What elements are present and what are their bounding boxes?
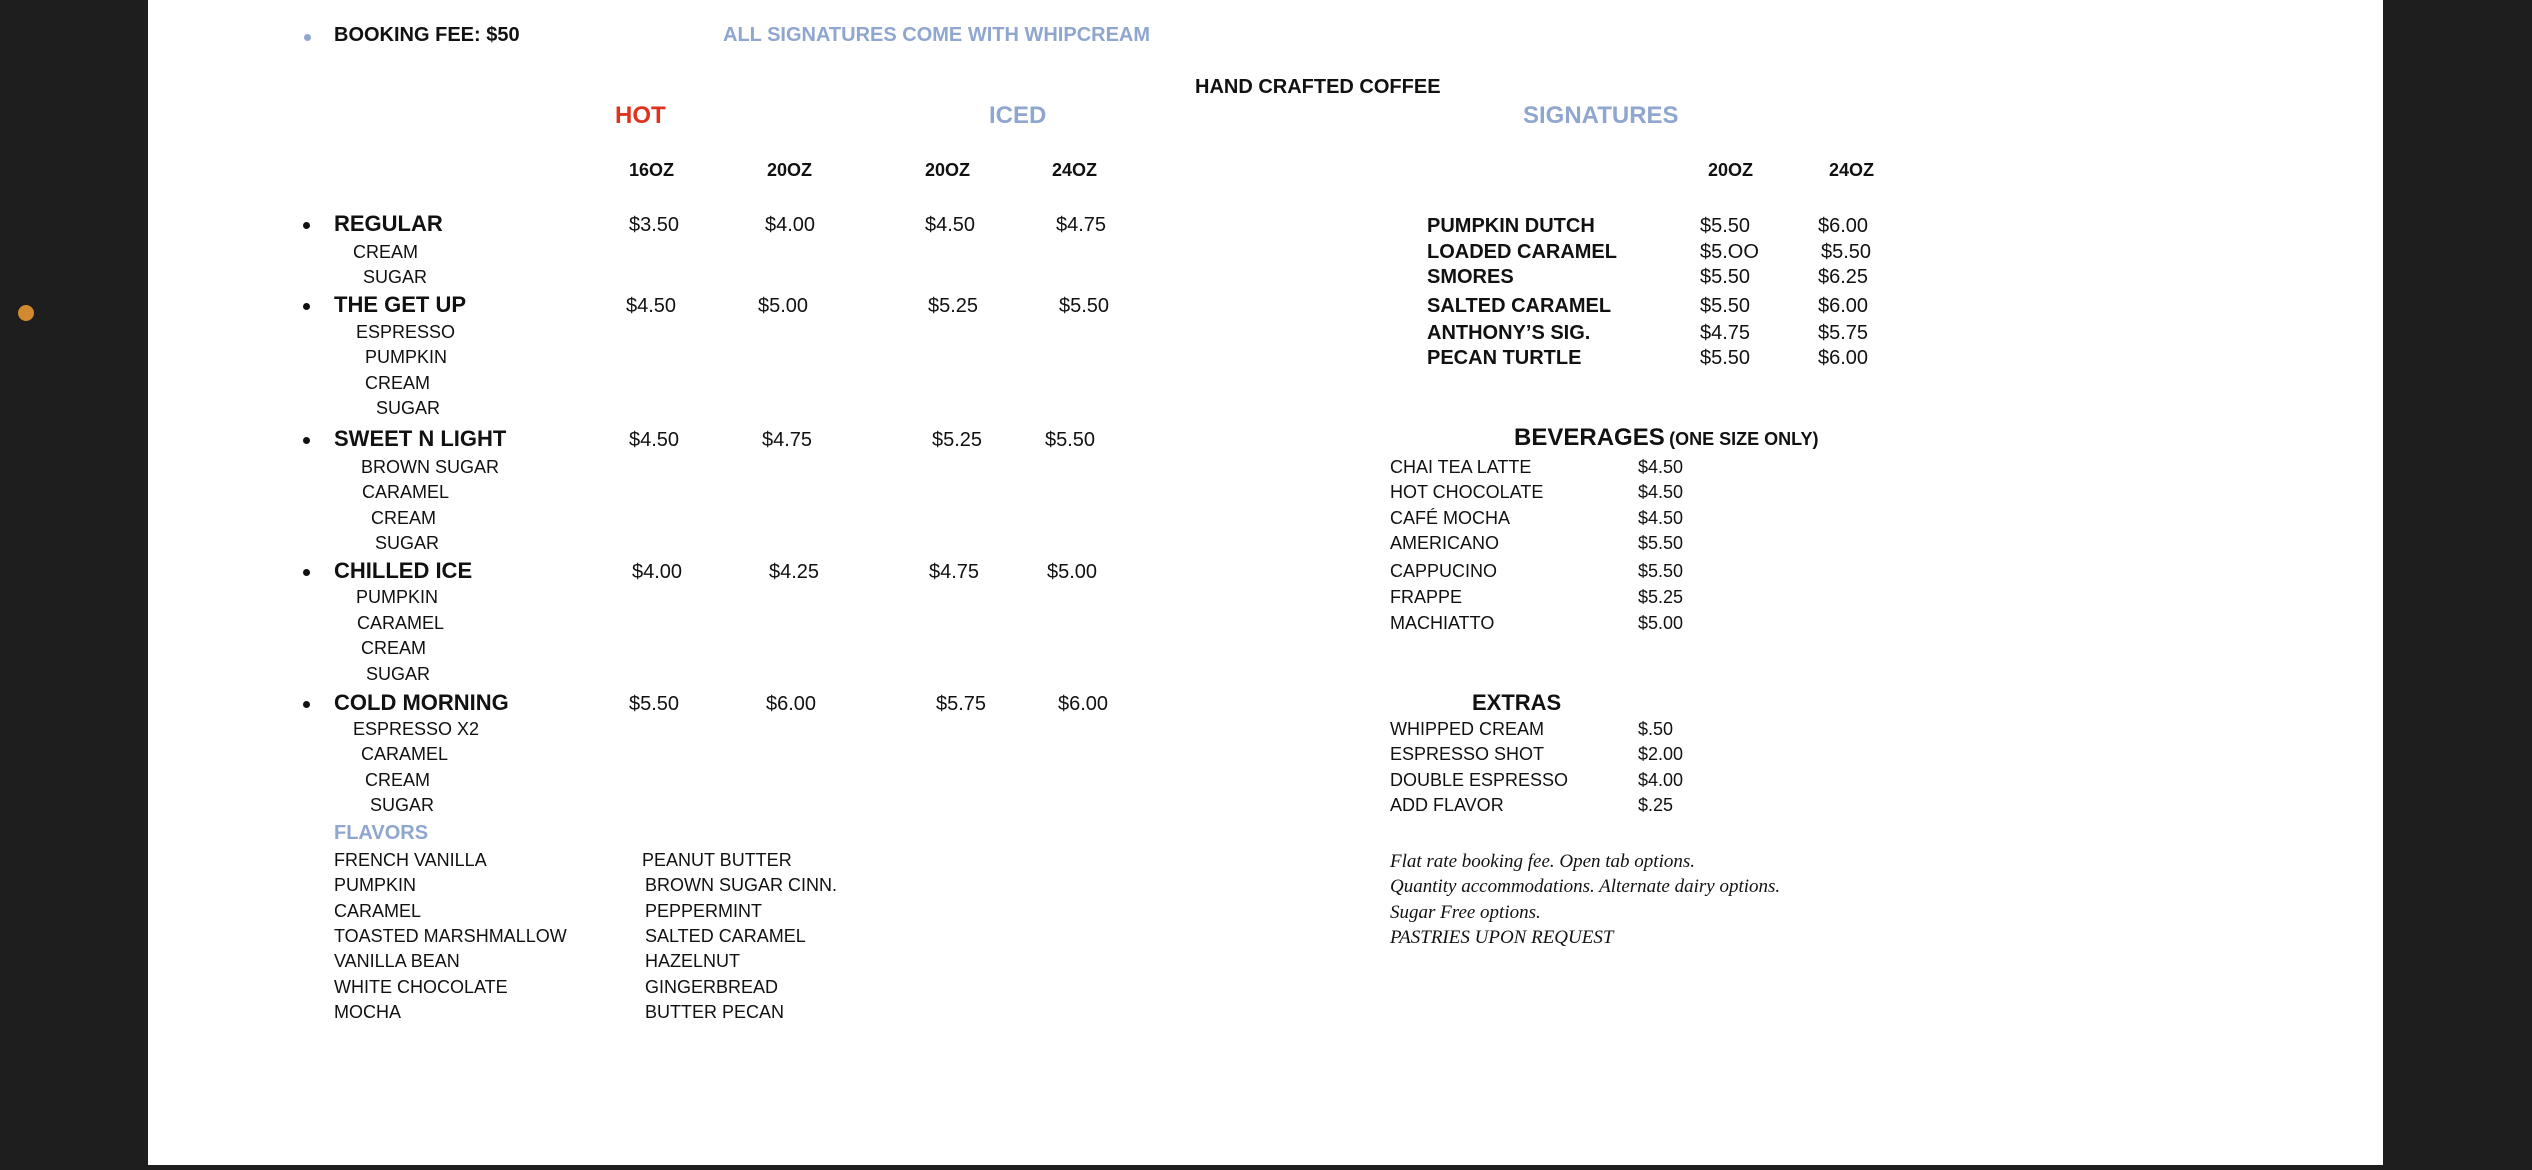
coffee-name: SWEET N LIGHT — [334, 426, 507, 451]
list-bullet — [303, 303, 310, 310]
size-label: 20OZ — [925, 160, 971, 180]
coffee-price: $5.25 — [932, 429, 983, 451]
flavor-item: MOCHA — [334, 1002, 401, 1022]
ingredient: SUGAR — [370, 795, 435, 815]
coffee-price: $5.25 — [928, 295, 979, 317]
coffee-price: $5.00 — [758, 295, 809, 317]
beverage-price: $5.50 — [1638, 533, 1684, 553]
ingredient: SUGAR — [366, 664, 431, 684]
beverages-heading — [1514, 424, 1819, 452]
ingredient: PUMPKIN — [365, 347, 448, 367]
signature-price: $6.25 — [1818, 266, 1869, 288]
signatures-heading: SIGNATURES — [1523, 102, 1679, 129]
extra-name: WHIPPED CREAM — [1390, 719, 1545, 739]
beverages-title: BEVERAGES — [1514, 424, 1665, 451]
note-line: Quantity accommodations. Alternate dairy options. — [1390, 876, 1781, 897]
extra-name: DOUBLE ESPRESSO — [1390, 770, 1569, 790]
beverage-name: FRAPPE — [1390, 587, 1463, 607]
size-label: 16OZ — [629, 160, 675, 180]
coffee-price: $3.50 — [629, 214, 680, 236]
signature-price: $5.OO — [1700, 241, 1759, 263]
size-label: 24OZ — [1829, 160, 1875, 180]
extra-price: $2.00 — [1638, 744, 1684, 764]
flavor-item: PUMPKIN — [334, 875, 417, 895]
ingredient: CREAM — [353, 242, 419, 262]
coffee-price: $4.75 — [929, 561, 980, 583]
size-label: 24OZ — [1052, 160, 1098, 180]
coffee-price: $6.00 — [1058, 693, 1109, 715]
signature-price: $5.50 — [1821, 241, 1872, 263]
signature-price: $6.00 — [1818, 215, 1869, 237]
beverage-name: CHAI TEA LATTE — [1390, 457, 1532, 477]
coffee-price: $5.50 — [1059, 295, 1110, 317]
coffee-price: $4.00 — [632, 561, 683, 583]
ingredient: SUGAR — [376, 398, 441, 418]
ingredient: CARAMEL — [357, 613, 445, 633]
signature-name: PECAN TURTLE — [1427, 347, 1582, 369]
ingredient: ESPRESSO X2 — [353, 719, 480, 739]
flavor-item: PEPPERMINT — [645, 901, 763, 921]
signature-name: SMORES — [1427, 266, 1514, 288]
signature-price: $4.75 — [1700, 322, 1751, 344]
signature-price: $5.75 — [1818, 322, 1869, 344]
beverage-price: $5.25 — [1638, 587, 1684, 607]
ingredient: SUGAR — [375, 533, 440, 553]
ingredient: BROWN SUGAR — [361, 457, 500, 477]
extra-price: $4.00 — [1638, 770, 1684, 790]
ingredient: CARAMEL — [362, 482, 450, 502]
list-bullet — [303, 701, 310, 708]
beverage-price: $5.00 — [1638, 613, 1684, 633]
size-label: 20OZ — [1708, 160, 1754, 180]
coffee-price: $5.50 — [1045, 429, 1096, 451]
section-title: HAND CRAFTED COFFEE — [1195, 76, 1441, 98]
flavor-item: CARAMEL — [334, 901, 422, 921]
flavors-heading: FLAVORS — [334, 822, 429, 844]
booking-fee: BOOKING FEE: $50 — [334, 24, 520, 46]
extra-price: $.50 — [1638, 719, 1674, 739]
beverage-price: $4.50 — [1638, 457, 1684, 477]
signature-price: $5.50 — [1700, 347, 1751, 369]
signature-price: $5.50 — [1700, 266, 1751, 288]
signature-price: $6.00 — [1818, 295, 1869, 317]
booking-bullet — [304, 34, 311, 41]
coffee-price: $4.75 — [762, 429, 813, 451]
beverage-name: AMERICANO — [1390, 533, 1500, 553]
beverage-price: $4.50 — [1638, 482, 1684, 502]
coffee-name: COLD MORNING — [334, 690, 509, 715]
ingredient: PUMPKIN — [356, 587, 439, 607]
flavor-item: TOASTED MARSHMALLOW — [334, 926, 567, 946]
extra-price: $.25 — [1638, 795, 1674, 815]
coffee-price: $4.50 — [925, 214, 976, 236]
beverage-name: MACHIATTO — [1390, 613, 1495, 633]
list-bullet — [303, 569, 310, 576]
coffee-name: CHILLED ICE — [334, 558, 473, 583]
ingredient: CREAM — [371, 508, 437, 528]
coffee-price: $4.25 — [769, 561, 820, 583]
note-line: Sugar Free options. — [1390, 902, 1541, 923]
coffee-price: $5.00 — [1047, 561, 1098, 583]
beverages-subtitle: (ONE SIZE ONLY) — [1669, 429, 1819, 449]
signatures-note: ALL SIGNATURES COME WITH WHIPCREAM — [723, 24, 1151, 46]
signature-price: $6.00 — [1818, 347, 1869, 369]
ingredient: ESPRESSO — [356, 322, 456, 342]
ingredient: CARAMEL — [361, 744, 449, 764]
hot-heading: HOT — [615, 102, 666, 129]
beverage-name: CAPPUCINO — [1390, 561, 1498, 581]
ingredient: SUGAR — [363, 267, 428, 287]
signature-name: ANTHONY’S SIG. — [1427, 322, 1591, 344]
list-bullet — [303, 222, 310, 229]
coffee-name: THE GET UP — [334, 292, 467, 317]
ingredient: CREAM — [365, 373, 431, 393]
ingredient: CREAM — [365, 770, 431, 790]
flavor-item: BUTTER PECAN — [645, 1002, 785, 1022]
flavor-item: FRENCH VANILLA — [334, 850, 487, 870]
coffee-price: $5.75 — [936, 693, 987, 715]
signature-name: SALTED CARAMEL — [1427, 295, 1612, 317]
flavor-item: VANILLA BEAN — [334, 951, 460, 971]
document-page — [148, 0, 2383, 1165]
extras-heading: EXTRAS — [1472, 690, 1562, 715]
flavor-item: HAZELNUT — [645, 951, 741, 971]
flavor-item: GINGERBREAD — [645, 977, 779, 997]
size-label: 20OZ — [767, 160, 813, 180]
signature-name: LOADED CARAMEL — [1427, 241, 1617, 263]
ingredient: CREAM — [361, 638, 427, 658]
beverage-price: $5.50 — [1638, 561, 1684, 581]
coffee-price: $4.50 — [626, 295, 677, 317]
flavor-item: BROWN SUGAR CINN. — [645, 875, 838, 895]
signature-price: $5.50 — [1700, 215, 1751, 237]
signature-price: $5.50 — [1700, 295, 1751, 317]
window-indicator-dot — [18, 305, 34, 321]
beverage-name: HOT CHOCOLATE — [1390, 482, 1544, 502]
coffee-price: $4.00 — [765, 214, 816, 236]
coffee-price: $5.50 — [629, 693, 680, 715]
extra-name: ESPRESSO SHOT — [1390, 744, 1545, 764]
coffee-price: $6.00 — [766, 693, 817, 715]
note-line: Flat rate booking fee. Open tab options. — [1390, 851, 1696, 872]
beverage-name: CAFÉ MOCHA — [1390, 508, 1511, 528]
signature-name: PUMPKIN DUTCH — [1427, 215, 1595, 237]
coffee-price: $4.50 — [629, 429, 680, 451]
flavor-item: SALTED CARAMEL — [645, 926, 806, 946]
iced-heading: ICED — [989, 102, 1047, 129]
note-line: PASTRIES UPON REQUEST — [1390, 927, 1614, 948]
list-bullet — [303, 437, 310, 444]
extra-name: ADD FLAVOR — [1390, 795, 1504, 815]
coffee-price: $4.75 — [1056, 214, 1107, 236]
flavor-item: WHITE CHOCOLATE — [334, 977, 508, 997]
beverage-price: $4.50 — [1638, 508, 1684, 528]
flavor-item: PEANUT BUTTER — [642, 850, 792, 870]
coffee-name: REGULAR — [334, 211, 443, 236]
